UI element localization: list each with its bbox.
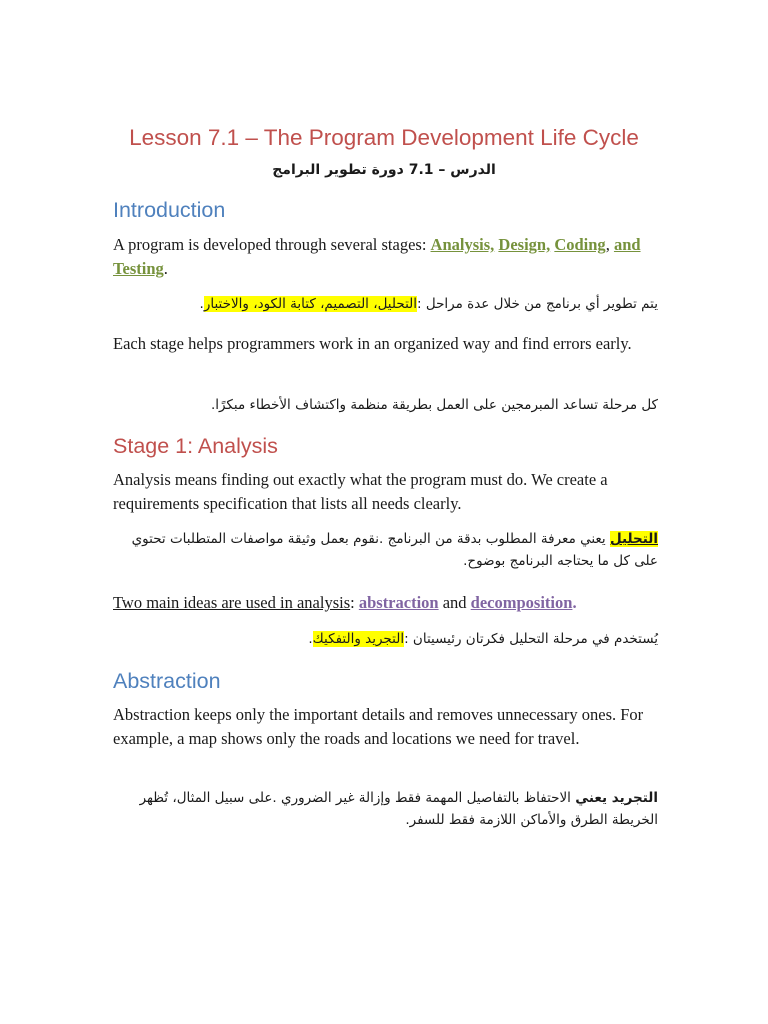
stage1-p2-underlined: Two main ideas are used in analysis xyxy=(113,593,351,612)
stage1-p2-end: . xyxy=(572,593,577,612)
stage-coding-link: Coding xyxy=(554,235,606,254)
abstraction-arabic-1 xyxy=(113,787,658,831)
stage-testing-link: and Testing xyxy=(113,235,641,278)
introduction-paragraph-1 xyxy=(113,233,653,281)
abstraction-link: abstraction xyxy=(358,593,439,612)
abstraction-paragraph-1: Abstraction keeps only the important details and removes unnecessary ones. For example, a map shows only the roads and locations we need for travel. xyxy=(113,705,644,748)
stage1-arabic-2 xyxy=(113,628,658,650)
abstraction-ar1-rest: الاحتفاظ بالتفاصيل المهمة فقط وإزالة غير الضروري .على سبيل المثال، تُظهر الخريطة الطرق والأماكن اللازمة فقط للسفر. xyxy=(139,790,658,828)
stage1-paragraph-1: Analysis means finding out exactly what the program must do. We create a requirements specification that lists all needs clearly. xyxy=(113,470,608,513)
stage1-arabic-1 xyxy=(113,528,658,572)
lesson-title: Lesson 7.1 – The Program Development Life Cycle xyxy=(129,125,639,150)
abstraction-heading: Abstraction xyxy=(113,669,221,693)
stage1-p2-and: and xyxy=(438,593,471,612)
stage1-p2-colon: : xyxy=(350,593,359,612)
stage1-ar1-rest: يعني معرفة المطلوب بدقة من البرنامج .نقوم بعمل وثيقة مواصفات المتطلبات تحتوي على كل ما يحتاجه البرنامج بوضوح. xyxy=(131,531,658,569)
intro-ar1-highlight: التحليل، التصميم، كتابة الكود، والاختبار xyxy=(203,296,418,312)
intro-p1-comma: , xyxy=(605,235,614,254)
introduction-arabic-1 xyxy=(113,293,658,315)
stage1-heading: Stage 1: Analysis xyxy=(113,434,278,458)
lesson-title-arabic: الدرس – 7.1 دورة تطوير البرامج xyxy=(272,162,496,178)
stage1-ar1-highlight: التحليل xyxy=(609,531,658,547)
intro-p1-end: . xyxy=(163,259,168,278)
stage1-ar2-end: . xyxy=(308,631,313,647)
stage-analysis-link: Analysis, xyxy=(430,235,495,254)
intro-p1-prefix: A program is developed through several stages: xyxy=(113,235,431,254)
introduction-paragraph-2: Each stage helps programmers work in an organized way and find errors early. xyxy=(113,334,632,353)
introduction-arabic-2: كل مرحلة تساعد المبرمجين على العمل بطريقة منظمة واكتشاف الأخطاء مبكرًا. xyxy=(210,397,658,413)
stage-design-link: Design, xyxy=(498,235,551,254)
stage1-paragraph-2 xyxy=(113,591,653,615)
stage1-ar2-highlight: التجريد والتفكيك xyxy=(312,631,405,647)
stage1-ar2-prefix: يُستخدم في مرحلة التحليل فكرتان رئيسيتان : xyxy=(404,631,658,647)
introduction-heading: Introduction xyxy=(113,198,226,222)
intro-ar1-end: . xyxy=(199,296,204,312)
decomposition-link: decomposition xyxy=(470,593,573,612)
intro-ar1-prefix: يتم تطوير أي برنامج من خلال عدة مراحل : xyxy=(417,296,658,312)
abstraction-ar1-bold: التجريد يعني xyxy=(575,790,658,806)
